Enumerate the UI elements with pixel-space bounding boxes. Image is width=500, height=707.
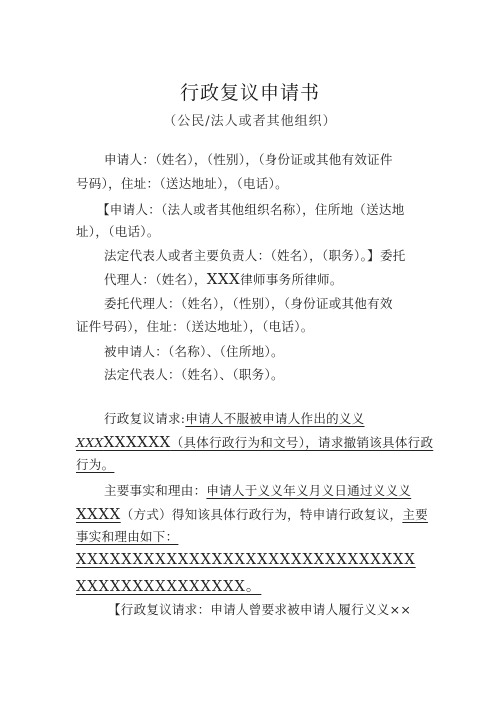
request-text-underlined: 申请人不服被申请人作出的义义 xyxy=(185,411,365,426)
request-line-2 xyxy=(76,433,436,452)
org-applicant-line-2: 址），（电话）。 xyxy=(76,224,160,239)
facts-x-row-1: XXXXXXXXXXXXXXXXXXXXXXXXXXXXXX xyxy=(76,552,416,568)
applicant-line-2: 号码），住址：（送达地址），（电话）。 xyxy=(76,176,288,191)
facts-line-2-underlined: 主要 xyxy=(402,507,428,522)
facts-label: 主要事实和理由： xyxy=(104,483,207,498)
legal-rep-line: 法定代表人或者主要负责人：（姓名），（职务）。】委托 xyxy=(104,248,406,263)
facts-text-underlined: 申请人于义义年义月义日通过义义义 xyxy=(206,483,412,498)
facts-x-row-2-period: 。 xyxy=(245,579,262,595)
respondent-line: 被申请人：（名称）、（住所地）。 xyxy=(104,344,284,359)
facts-line-3: 事实和理由如下： xyxy=(76,529,179,544)
request-line-1 xyxy=(104,410,436,428)
request-line-2-tail: （具体行政行为和文号），请求撤销该具体行政 xyxy=(170,435,434,450)
agent-line-2: 证件号码），住址：（送达地址），（电话）。 xyxy=(76,319,314,334)
facts-line-2-mid: （方式）得知该具体行政行为，特申请行政复议， xyxy=(120,507,403,522)
respondent-rep-line: 法定代表人：（姓名）、（职务）。 xyxy=(104,367,284,382)
request2-line-1: 【行政复议请求：申请人曾要求被申请人履行义义×× xyxy=(108,602,412,617)
request-label: 行政复议请求: xyxy=(104,411,186,426)
facts-x-row-2-text: XXXXXXXXXXXXXXX xyxy=(76,579,246,595)
agent-line-1: 委托代理人：（姓名），（性别），（身份证或其他有效 xyxy=(104,296,393,311)
document-title: 行政复议申请书 xyxy=(179,82,320,104)
applicant-line-1: 申请人：（姓名），（性别），（身份证或其他有效证件 xyxy=(104,152,393,167)
facts-line-1 xyxy=(104,482,436,500)
request-xxx-big: XXXXXX xyxy=(103,433,171,451)
org-applicant-line-1: 【申请人：（法人或者其他组织名称），住所地（送达地 xyxy=(97,202,405,217)
law-firm-placeholder: XXX xyxy=(206,270,241,288)
facts-x-row-2 xyxy=(76,575,261,596)
agent-summary-text: 代理人：（姓名）， xyxy=(104,272,207,287)
agent-summary-tail: 律师事务所律师。 xyxy=(240,272,343,287)
facts-xxxx: XXXX xyxy=(76,505,121,523)
document-subtitle: （公民/法人或者其他组织） xyxy=(163,114,337,129)
agent-summary-line xyxy=(104,270,436,289)
facts-line-2 xyxy=(76,505,436,524)
request-line-3: 行为。 xyxy=(76,457,115,472)
request-xxx-italic: XXX xyxy=(76,435,104,450)
